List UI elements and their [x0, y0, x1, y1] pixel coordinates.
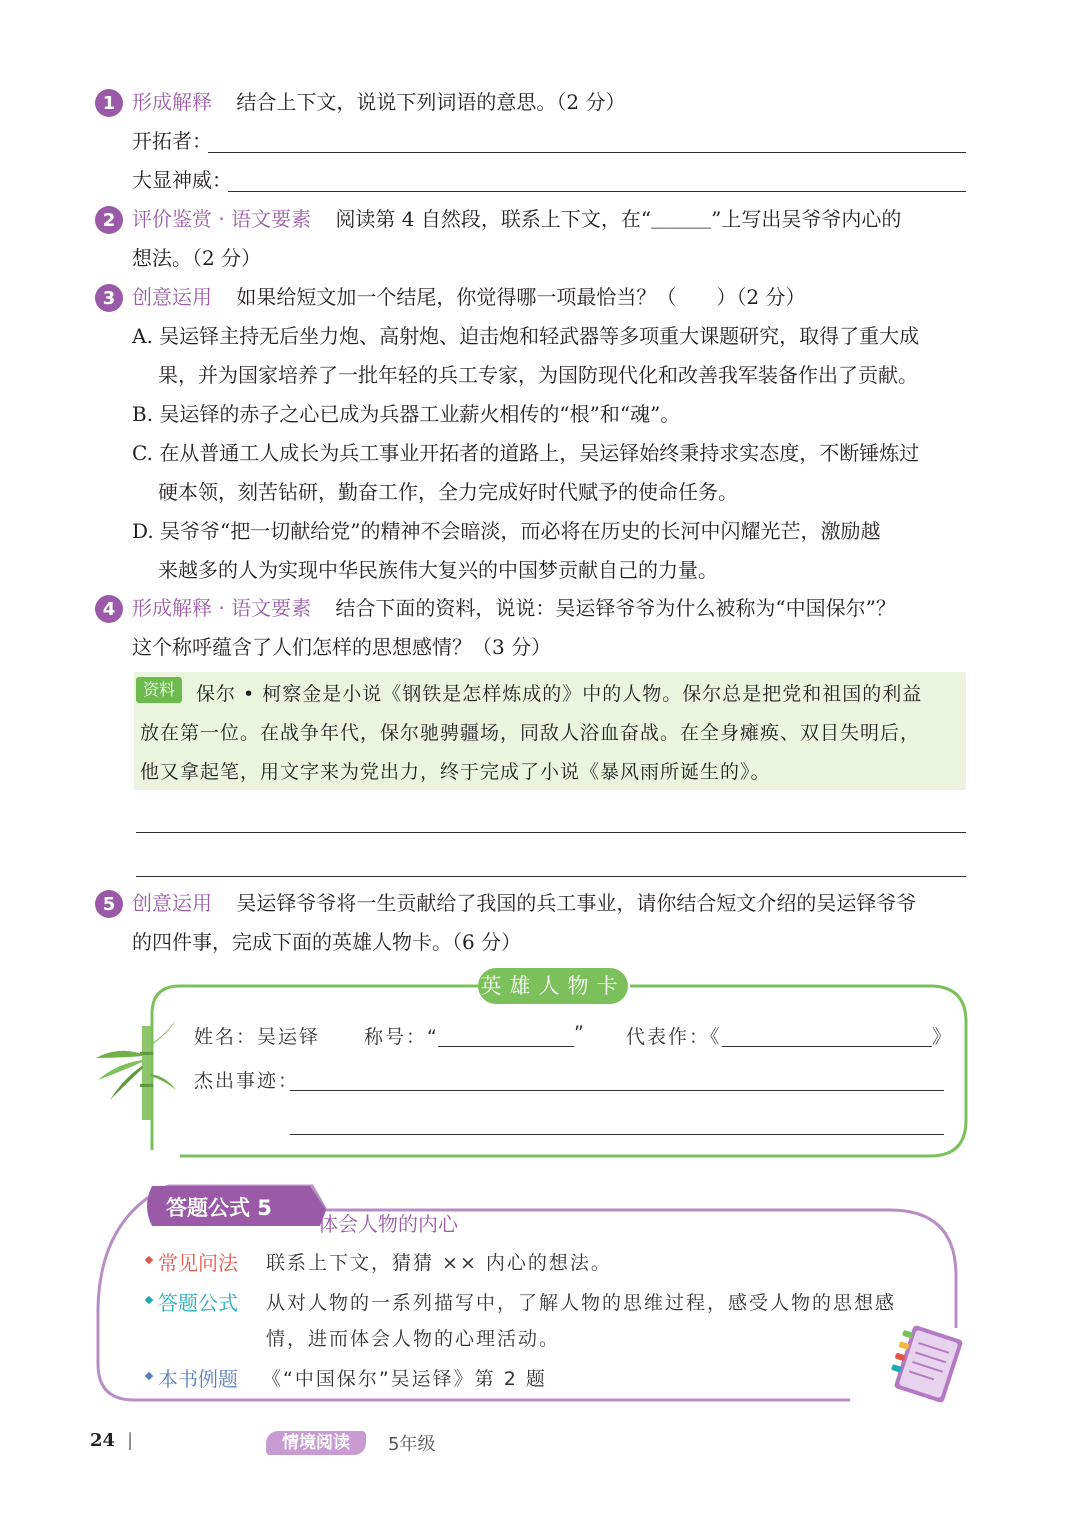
answer-line[interactable] — [228, 191, 966, 192]
formula-row1-label: 常见问法 — [158, 1251, 238, 1275]
bamboo-icon — [88, 1016, 178, 1120]
answer-line[interactable] — [208, 152, 966, 153]
resource-tag: 资料 — [136, 677, 182, 703]
question-prompt: 结合上下文，说说下列词语的意思。（2 分） — [236, 90, 626, 114]
number-badge-1 — [94, 88, 124, 118]
number-badge-2 — [94, 205, 124, 235]
question-tag: 形成解释 — [132, 90, 212, 114]
formula-row2-text: 从对人物的一系列描写中，了解人物的思维过程，感受人物的思想感 — [266, 1292, 897, 1314]
formula-header: 答题公式 5 — [166, 1196, 272, 1220]
option-a[interactable]: A. 吴运铎主持无后坐力炮、高射炮、迫击炮和轻武器等多项重大课题研究，取得了重大成 — [132, 324, 920, 348]
svg-text:3: 3 — [102, 288, 116, 309]
formula-row2-text-cont: 情，进而体会人物的心理活动。 — [266, 1328, 561, 1350]
svg-text:4: 4 — [102, 599, 116, 620]
option-c[interactable]: C. 在从普通工人成长为兵工事业开拓者的道路上，吴运铎始终秉持求实态度，不断锤炼过 — [132, 441, 920, 465]
notebook-icon — [880, 1320, 970, 1410]
question-prompt: 阅读第 4 自然段，联系上下文，在“＿＿＿”上写出吴爷爷内心的 — [335, 207, 902, 231]
page-number: 24 — [90, 1430, 116, 1451]
formula-row1-text: 联系上下文，猜猜 ×× 内心的想法。 — [266, 1252, 612, 1274]
hero-deeds-label: 杰出事迹： — [194, 1070, 300, 1092]
option-c-cont: 硬本领，刻苦钻研，勤奋工作，全力完成好时代赋予的使命任务。 — [158, 480, 738, 504]
question-prompt: 如果给短文加一个结尾，你觉得哪一项最恰当？（ ）（2 分） — [236, 285, 806, 309]
option-a-cont: 果，并为国家培养了一批年轻的兵工专家，为国防现代化和改善我军装备作出了贡献。 — [158, 363, 918, 387]
grade-label: 5年级 — [388, 1434, 436, 1455]
question-1 — [132, 83, 625, 122]
hero-deeds-input[interactable] — [290, 1090, 944, 1091]
formula-row2-label: 答题公式 — [158, 1291, 238, 1315]
question-prompt-cont: 这个称呼蕴含了人们怎样的思想感情？（3 分） — [132, 635, 552, 659]
resource-text: 他又拿起笔，用文字来为党出力，终于完成了小说《暴风雨所诞生的》。 — [140, 761, 771, 783]
hero-title-close: ” — [574, 1022, 586, 1044]
question-prompt: 吴运铎爷爷将一生贡献给了我国的兵工事业，请你结合短文介绍的吴运铎爷爷 — [236, 891, 917, 915]
question-tag: 创意运用 — [132, 891, 212, 915]
answer-line[interactable] — [136, 832, 966, 833]
question-tag: 创意运用 — [132, 285, 212, 309]
hero-works-close: 》 — [932, 1026, 954, 1048]
formula-subtitle: 体会人物的内心 — [318, 1212, 458, 1236]
question-4 — [132, 589, 896, 628]
term-mighty: 大显神威： — [132, 168, 232, 192]
question-prompt: 结合下面的资料，说说：吴运铎爷爷为什么被称为“中国保尔”？ — [335, 596, 896, 620]
resource-text: 保尔 • 柯察金是小说《钢铁是怎样炼成的》中的人物。保尔总是把党和祖国的利益 — [196, 683, 923, 705]
hero-works-label: 代表作：《 — [626, 1026, 722, 1048]
hero-title-label: 称号：“ — [364, 1026, 439, 1048]
option-b[interactable]: B. 吴运铎的赤子之心已成为兵器工业薪火相传的“根”和“魂”。 — [132, 402, 681, 426]
question-5 — [132, 884, 916, 923]
hero-works-input[interactable] — [722, 1046, 932, 1047]
svg-text:5: 5 — [102, 894, 116, 915]
formula-row3-label: 本书例题 — [158, 1367, 238, 1391]
question-3 — [132, 278, 805, 317]
number-badge-5 — [94, 889, 124, 919]
svg-text:1: 1 — [102, 93, 116, 114]
hero-card-title: 英雄人物卡 — [478, 968, 628, 1004]
footer-separator: | — [127, 1430, 134, 1451]
question-prompt-cont: 想法。（2 分） — [132, 246, 262, 270]
question-tag: 评价鉴赏 · 语文要素 — [132, 207, 312, 231]
resource-text: 放在第一位。在战争年代，保尔驰骋疆场，同敌人浴血奋战。在全身瘫痪、双目失明后， — [140, 722, 921, 744]
number-badge-4 — [94, 594, 124, 624]
series-badge: 情境阅读 — [266, 1431, 366, 1455]
term-pioneer: 开拓者： — [132, 129, 212, 153]
option-d[interactable]: D. 吴爷爷“把一切献给党”的精神不会暗淡，而必将在历史的长河中闪耀光芒，激励越 — [132, 519, 881, 543]
answer-line[interactable] — [136, 876, 966, 877]
svg-text:2: 2 — [102, 210, 116, 231]
number-badge-3 — [94, 283, 124, 313]
option-d-cont: 来越多的人为实现中华民族伟大复兴的中国梦贡献自己的力量。 — [158, 558, 718, 582]
hero-title-input[interactable] — [438, 1046, 574, 1047]
question-prompt-cont: 的四件事，完成下面的英雄人物卡。（6 分） — [132, 930, 522, 954]
hero-deeds-input[interactable] — [290, 1134, 944, 1135]
hero-name: 姓名：吴运铎 — [194, 1026, 321, 1048]
question-tag: 形成解释 · 语文要素 — [132, 596, 312, 620]
question-2 — [132, 200, 901, 239]
formula-row3-text: 《“中国保尔”吴运铎》第 2 题 — [262, 1368, 547, 1390]
